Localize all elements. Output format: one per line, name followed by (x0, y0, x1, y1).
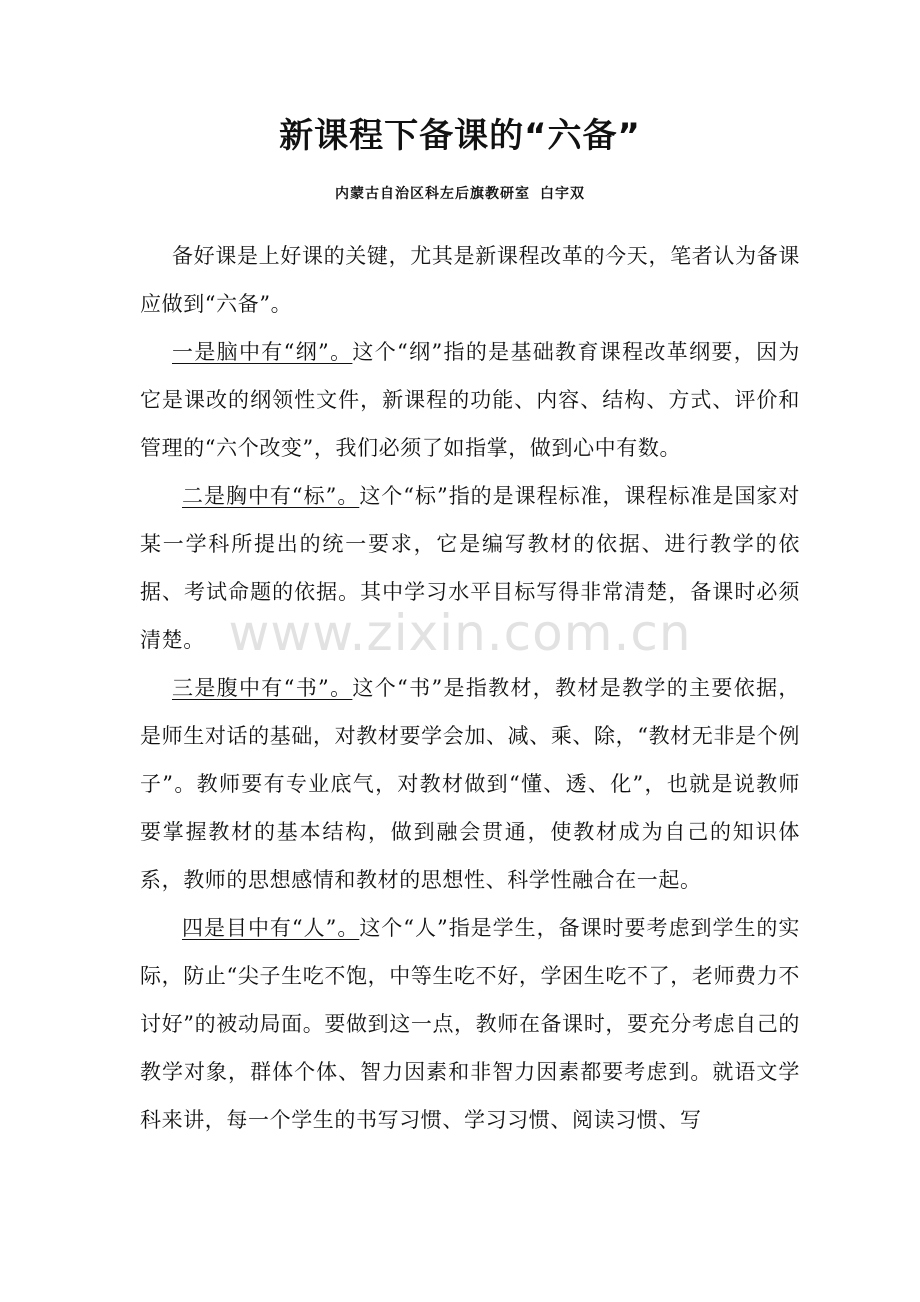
paragraph-intro (140, 232, 800, 328)
paragraph-heading: 四是目中有“人”。 (182, 916, 360, 940)
paragraph-point-3 (140, 664, 800, 904)
paragraph-text: 这个“书”是指教材，教材是教学的主要依据，是师生对话的基础，对教材要学会加、减、乘、除，“教材无非是个例子”。教师要有专业底气，对教材做到“懂、透、化”，也就是说教师要掌握教材的基本结构，做到融会贯通，使教材成为自己的知识体系，教师的思想感情和教材的思想性、科学性融合在一起。 (140, 676, 800, 892)
author-organization: 内蒙古自治区科左后旗教研室 (335, 186, 530, 202)
paragraph-text: 这个“人”指是学生，备课时要考虑到学生的实际，防止“尖子生吃不饱，中等生吃不好，学困生吃不了，老师费力不讨好”的被动局面。要做到这一点，教师在备课时，要充分考虑自己的教学对象，群体个体、智力因素和非智力因素都要考虑到。就语文学科来讲，每一个学生的书写习惯、学习习惯、阅读习惯、写 (140, 916, 801, 1132)
paragraph-text: 这个“纲”指的是基础教育课程改革纲要，因为它是课改的纲领性文件，新课程的功能、内容、结构、方式、评价和管理的“六个改变”，我们必须了如指掌，做到心中有数。 (140, 340, 800, 460)
paragraph-text: 备好课是上好课的关键，尤其是新课程改革的今天，笔者认为备课应做到“六备”。 (140, 244, 800, 316)
paragraph-heading: 二是胸中有“标”。 (182, 484, 360, 508)
paragraph-point-2 (140, 472, 800, 664)
document-title: 新课程下备课的“六备” (279, 116, 641, 156)
paragraph-text: 这个“标”指的是课程标准，课程标准是国家对某一学科所提出的统一要求，它是编写教材的依据、进行教学的依据、考试命题的依据。其中学习水平目标写得非常清楚，备课时必须清楚。 (140, 484, 801, 652)
author-byline (0, 184, 920, 204)
document-body (140, 232, 800, 1144)
paragraph-point-1 (140, 328, 800, 472)
paragraph-heading: 三是腹中有“书”。 (172, 676, 353, 700)
paragraph-point-4 (140, 904, 800, 1144)
author-name: 白宇双 (540, 186, 585, 202)
watermark-text: www.zixin.com.cn (228, 604, 692, 662)
paragraph-heading: 一是脑中有“纲”。 (172, 340, 353, 364)
